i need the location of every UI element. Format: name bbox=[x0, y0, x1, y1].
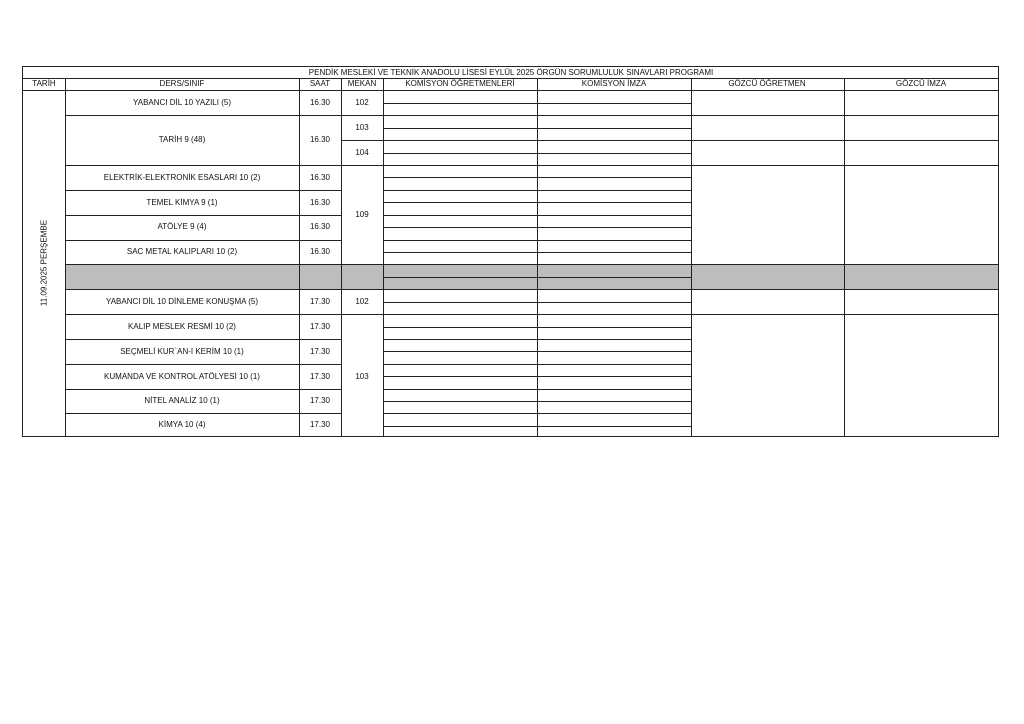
course-name: TARİH 9 (48) bbox=[158, 135, 206, 144]
course-name: YABANCI DİL 10 DİNLEME KONUŞMA (5) bbox=[105, 297, 259, 306]
header-gozcu-ogretmen: GÖZCÜ ÖĞRETMEN bbox=[728, 79, 806, 88]
exam-room: 102 bbox=[355, 98, 369, 107]
exam-time: 16.30 bbox=[309, 135, 331, 144]
exam-time: 17.30 bbox=[309, 396, 331, 405]
exam-time: 16.30 bbox=[309, 247, 331, 256]
exam-time: 17.30 bbox=[309, 347, 331, 356]
exam-time: 17.30 bbox=[309, 420, 331, 429]
row-divider bbox=[65, 314, 998, 315]
course-name: SEÇMELİ KUR`AN-I KERİM 10 (1) bbox=[120, 347, 244, 356]
page-title: PENDİK MESLEKİ VE TEKNİK ANADOLU LİSESİ EYLÜL 2025 ÖRGÜN SORUMLULUK SINAVLARI PROGRAMI bbox=[308, 68, 714, 77]
header-mekan: MEKAN bbox=[347, 79, 377, 88]
header-tarih: TARİH bbox=[32, 79, 56, 88]
course-name: SAC METAL KALIPLARI 10 (2) bbox=[126, 247, 238, 256]
course-name: KALIP MESLEK RESMİ 10 (2) bbox=[128, 322, 236, 331]
exam-time: 17.30 bbox=[309, 322, 331, 331]
row-divider bbox=[23, 90, 998, 91]
exam-time: 17.30 bbox=[309, 297, 331, 306]
header-saat: SAAT bbox=[309, 79, 331, 88]
course-name: KİMYA 10 (4) bbox=[158, 420, 206, 429]
exam-time: 16.30 bbox=[309, 198, 331, 207]
exam-time: 16.30 bbox=[309, 173, 331, 182]
course-name: ATÖLYE 9 (4) bbox=[157, 222, 207, 231]
exam-room: 103 bbox=[355, 123, 369, 132]
col-divider bbox=[383, 78, 384, 436]
header-komisyon-imza: KOMİSYON İMZA bbox=[581, 79, 647, 88]
exam-time: 16.30 bbox=[309, 98, 331, 107]
exam-time: 17.30 bbox=[309, 372, 331, 381]
exam-room: 104 bbox=[355, 148, 369, 157]
course-name: NİTEL ANALİZ 10 (1) bbox=[144, 396, 220, 405]
room-divider bbox=[341, 140, 383, 141]
exam-date: 11.09.2025 PERŞEMBE bbox=[39, 219, 49, 307]
header-gozcu-imza: GÖZCÜ İMZA bbox=[895, 79, 947, 88]
course-name: KUMANDA VE KONTROL ATÖLYESİ 10 (1) bbox=[104, 372, 260, 381]
exam-time: 16.30 bbox=[309, 222, 331, 231]
exam-schedule-table bbox=[22, 66, 999, 437]
course-name: TEMEL KİMYA 9 (1) bbox=[146, 198, 218, 207]
row-divider bbox=[65, 115, 998, 116]
col-divider bbox=[537, 78, 538, 436]
course-name: YABANCI DİL 10 YAZILI (5) bbox=[133, 98, 231, 107]
exam-room: 109 bbox=[355, 210, 369, 219]
row-divider bbox=[65, 165, 998, 166]
exam-room: 102 bbox=[355, 297, 369, 306]
course-name: ELEKTRİK-ELEKTRONİK ESASLARI 10 (2) bbox=[103, 173, 261, 182]
col-divider bbox=[341, 78, 342, 436]
col-divider bbox=[691, 78, 692, 436]
header-komisyon-ogretmen: KOMİSYON ÖĞRETMENLERİ bbox=[405, 79, 515, 88]
exam-room: 103 bbox=[355, 372, 369, 381]
header-ders: DERS/SINIF bbox=[159, 79, 205, 88]
col-divider bbox=[844, 78, 845, 436]
col-divider bbox=[65, 78, 66, 436]
row-divider bbox=[65, 289, 998, 290]
col-divider bbox=[299, 78, 300, 436]
